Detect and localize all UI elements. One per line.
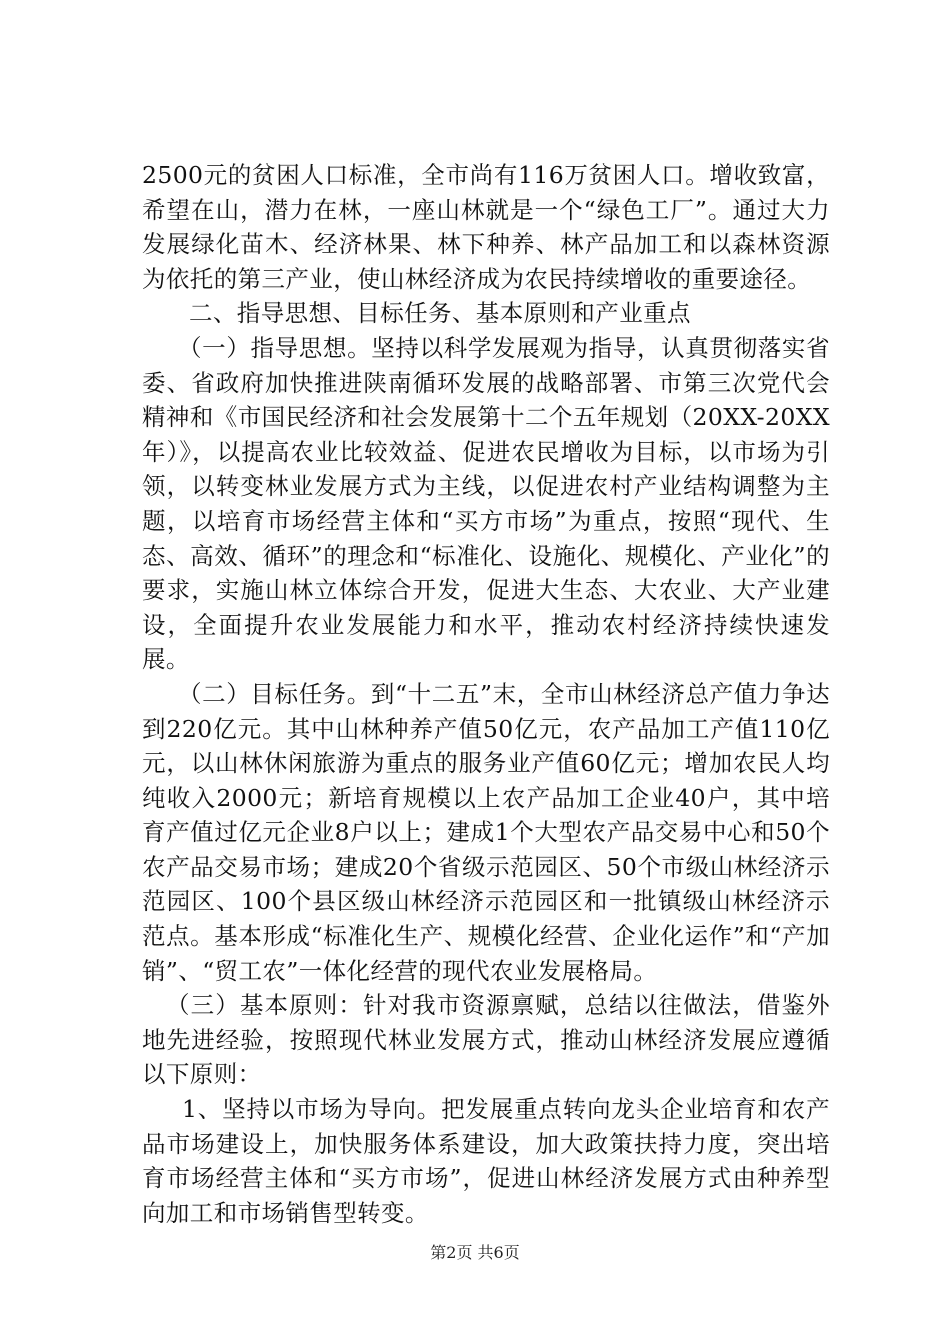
paragraph-poverty-context: 2500元的贫困人口标准，全市尚有116万贫困人口。增收致富，希望在山，潜力在林，一座山林就是一个“绿色工厂”。通过大力发展绿化苗木、经济林果、林下种养、林产品加工和以森林资源为依托的第三产业，使山林经济成为农民持续增收的重要途径。 bbox=[142, 161, 830, 293]
document-body bbox=[142, 158, 830, 1230]
paragraph-market-orientation: 1、坚持以市场为导向。把发展重点转向龙头企业培育和农产品市场建设上，加快服务体系建设，加大政策扶持力度，突出培育市场经营主体和“买方市场”，促进山林经济发展方式由种养型向加工和市场销售型转变。 bbox=[142, 1095, 830, 1227]
section-heading-guiding-ideas: 二、指导思想、目标任务、基本原则和产业重点 bbox=[189, 299, 691, 328]
paragraph-principles: （三）基本原则：针对我市资源禀赋，总结以往做法，借鉴外地先进经验，按照现代林业发展方式，推动山林经济发展应遵循以下原则： bbox=[142, 991, 830, 1089]
page-number-footer: 第2页 共6页 bbox=[430, 1243, 520, 1262]
paragraph-targets: （二）目标任务。到“十二五”末，全市山林经济总产值力争达到220亿元。其中山林种养产值50亿元，农产品加工产值110亿元，以山林休闲旅游为重点的服务业产值60亿元；增加农民人均纯收入2000元；新培育规模以上农产品加工企业40户，其中培育产值过亿元企业8户以上；建成1个大型农产品交易中心和50个农产品交易市场；建成20个省级示范园区、50个市级山林经济示范园区、100个县区级山林经济示范园区和一批镇级山林经济示范点。基本形成“标准化生产、规模化经营、企业化运作”和“产加销”、“贸工农”一体化经营的现代农业发展格局。 bbox=[142, 679, 830, 985]
paragraph-guiding-thought: （一）指导思想。坚持以科学发展观为指导，认真贯彻落实省委、省政府加快推进陕南循环发展的战略部署、市第三次党代会精神和《市国民经济和社会发展第十二个五年规划（20XX-20XX年）》，以提高农业比较效益、促进农民增收为目标，以市场为引领，以转变林业发展方式为主线，以促进农村产业结构调整为主题，以培育市场经营主体和“买方市场”为重点，按照“现代、生态、高效、循环”的理念和“标准化、设施化、规模化、产业化”的要求，实施山林立体综合开发，促进大生态、大农业、大产业建设，全面提升农业发展能力和水平，推动农村经济持续快速发展。 bbox=[142, 333, 830, 674]
